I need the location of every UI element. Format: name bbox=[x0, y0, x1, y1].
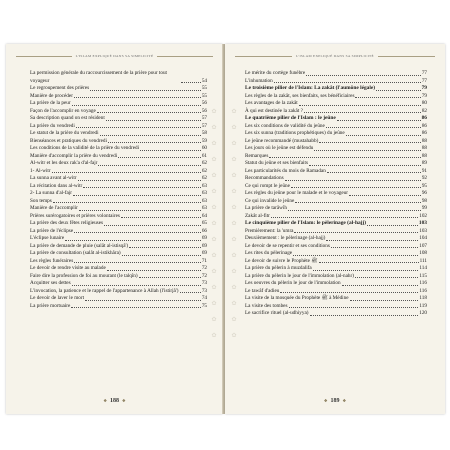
dot-leader bbox=[72, 285, 201, 286]
dot-leader bbox=[108, 142, 201, 143]
toc-entry-page: 60 bbox=[201, 145, 207, 151]
toc-entry bbox=[245, 78, 427, 86]
dot-leader bbox=[299, 105, 421, 106]
toc-entry-page: 72 bbox=[201, 265, 207, 271]
toc-entry bbox=[30, 70, 207, 85]
toc-entry-title: Les conditions de la validité de la prière du vendredi bbox=[30, 145, 140, 151]
toc-entry-title: Le jeûne recommandé (mustahabb) bbox=[245, 137, 319, 144]
toc-entry-title: Deuxièmement : le pèlerinage (al-hajj) bbox=[245, 235, 326, 241]
toc-entry-page: 116 bbox=[419, 287, 427, 294]
toc-entry-title: Le regroupement des prières bbox=[30, 85, 90, 91]
toc-entry-page: 62 bbox=[201, 175, 207, 181]
toc-entry-title: Manière de l'accomplir bbox=[30, 205, 78, 211]
toc-entry bbox=[245, 213, 427, 221]
dot-leader bbox=[313, 270, 419, 271]
toc-entry-title: Son temps bbox=[30, 197, 52, 204]
toc-entry-title: La prière de consultation (salât al-istikhâra) bbox=[30, 250, 121, 256]
toc-entry bbox=[245, 108, 427, 116]
toc-entry bbox=[245, 295, 427, 303]
toc-entry-title: Les oeuvres du pèlerin le jour de l'immolation bbox=[245, 280, 341, 286]
dot-leader bbox=[100, 135, 201, 136]
toc-entry-page: 63 bbox=[201, 182, 207, 189]
toc-entry-page: 77 bbox=[421, 77, 427, 84]
toc-entry bbox=[245, 168, 427, 176]
toc-entry bbox=[245, 123, 427, 131]
toc-entry bbox=[30, 258, 207, 266]
ornament-icon: ❖ bbox=[323, 398, 328, 403]
dot-leader bbox=[367, 225, 418, 226]
toc-entry-title: Le cinquième pilier de l'Islam: le pèlerinage (al-hajj) bbox=[245, 220, 367, 226]
dot-leader bbox=[180, 292, 201, 293]
toc-entry bbox=[30, 220, 207, 228]
watermark-ornament-icon: ✿ ✿ ✿ ✿ ✿ ✿ ✿ ✿ ✿ ✿ ✿ ✿ ✿ ✿ ✿ bbox=[231, 109, 237, 339]
toc-entry bbox=[30, 228, 207, 236]
running-head-left bbox=[16, 52, 213, 60]
toc-entry bbox=[30, 273, 207, 281]
toc-entry-title: Manière de procéder bbox=[30, 92, 73, 99]
dot-leader bbox=[314, 150, 421, 151]
toc-entry-page: 96 bbox=[421, 190, 427, 196]
toc-entry-page: 120 bbox=[419, 310, 427, 316]
toc-entry-page: 116 bbox=[419, 280, 427, 286]
toc-entry-title: Le devoir de laver le mort bbox=[30, 295, 85, 301]
dot-leader bbox=[294, 232, 418, 233]
dot-leader bbox=[310, 315, 419, 316]
dot-leader bbox=[104, 225, 201, 226]
toc-entry-page: 115 bbox=[419, 272, 427, 279]
toc-entry-title: Zakât al-fitr bbox=[245, 212, 270, 219]
toc-entry bbox=[245, 153, 427, 161]
running-head-right bbox=[235, 52, 435, 60]
toc-entry bbox=[245, 273, 427, 281]
toc-entry-page: 107 bbox=[419, 242, 427, 249]
dot-leader bbox=[129, 247, 201, 248]
dot-leader bbox=[121, 217, 201, 218]
dot-leader bbox=[295, 202, 421, 203]
toc-entry-page: 56 bbox=[201, 107, 207, 114]
dot-leader bbox=[355, 277, 418, 278]
dot-leader bbox=[106, 120, 201, 121]
toc-entry-title: Le mérite du cortège funèbre bbox=[245, 70, 306, 76]
toc-entry-title: Prières surérogatoires et prières volontaires bbox=[30, 212, 120, 219]
dot-leader bbox=[74, 232, 201, 233]
toc-entry-page: 57 bbox=[201, 115, 207, 121]
toc-entry-title: Les jours où le jeûne est défendu bbox=[245, 145, 314, 151]
dot-leader bbox=[309, 165, 421, 166]
toc-entry bbox=[245, 205, 427, 213]
toc-entry bbox=[30, 123, 207, 131]
toc-entry-title: La récitation dans al-witr bbox=[30, 182, 83, 189]
toc-entry bbox=[30, 213, 207, 221]
dot-leader bbox=[342, 285, 419, 286]
toc-entry-title: Le troisième pilier de l'Islam: La zakât (l'aumône légale) bbox=[245, 85, 376, 91]
toc-entry bbox=[30, 153, 207, 161]
dot-leader bbox=[73, 195, 201, 196]
toc-entry-page: 103 bbox=[418, 220, 427, 226]
toc-entry-page: 86 bbox=[421, 130, 427, 136]
toc-entry-title: 1- Al-witr bbox=[30, 167, 51, 174]
toc-entry-page: 103 bbox=[419, 227, 427, 234]
toc-entry-title: 2- La sunna d'al-fajr bbox=[30, 190, 72, 196]
toc-entry-title: Le devoir de rendre visite au malade bbox=[30, 265, 106, 271]
toc-entry bbox=[30, 100, 207, 108]
toc-entry-title: Les règles du jeûne pour le malade et le voyageur bbox=[245, 190, 348, 196]
dot-leader bbox=[274, 82, 421, 83]
toc-entry-title: Ce qui invalide le jeûne bbox=[245, 197, 295, 204]
toc-entry bbox=[245, 235, 427, 243]
toc-entry bbox=[245, 115, 427, 123]
toc-entry-title: Le quatrième pilier de l'Islam : le jeûne bbox=[245, 115, 336, 121]
toc-entry bbox=[30, 265, 207, 273]
toc-entry bbox=[245, 198, 427, 206]
dot-leader bbox=[346, 135, 421, 136]
toc-entry-page: 74 bbox=[201, 295, 207, 301]
toc-entry-page: 55 bbox=[201, 92, 207, 99]
toc-entry-title: La prière du vendredi bbox=[30, 122, 75, 129]
toc-entry-title: À qui est destinée la zakât ? bbox=[245, 107, 303, 114]
toc-entry-page: 88 bbox=[421, 137, 427, 144]
toc-entry bbox=[30, 183, 207, 191]
dot-leader bbox=[326, 240, 418, 241]
dot-leader bbox=[122, 255, 201, 256]
toc-entry-page: 80 bbox=[421, 100, 427, 106]
toc-entry-page: 55 bbox=[201, 85, 207, 91]
toc-entry-title: La prière mortuaire bbox=[30, 302, 71, 309]
toc-entry bbox=[245, 160, 427, 168]
toc-entry-page: 73 bbox=[201, 280, 207, 286]
toc-entry-title: Les avantages de la zakât bbox=[245, 100, 298, 106]
dot-leader bbox=[65, 240, 201, 241]
toc-list-right bbox=[245, 70, 427, 318]
toc-entry-page: 69 bbox=[201, 242, 207, 249]
toc-entry bbox=[245, 258, 427, 266]
running-head-text: L'ISLAM EXPLIQUÉ DANS SA SIMPLICITÉ bbox=[75, 54, 154, 58]
dot-leader bbox=[271, 217, 418, 218]
toc-entry-title: Le devoir de suivre le Prophète ﷺ bbox=[245, 257, 318, 264]
toc-entry-title: Manière d'accomplir la prière du vendredi bbox=[30, 152, 118, 159]
toc-entry-page: 62 bbox=[201, 167, 207, 174]
dot-leader bbox=[293, 255, 418, 256]
toc-entry-page: 56 bbox=[201, 100, 207, 106]
dot-leader bbox=[319, 262, 419, 263]
toc-entry-title: Premièrement: la 'umra bbox=[245, 227, 294, 234]
toc-entry bbox=[245, 70, 427, 78]
toc-entry-page: 57 bbox=[201, 122, 207, 129]
toc-entry-title: Ce qui rompt le jeûne bbox=[245, 182, 290, 189]
dot-leader bbox=[289, 307, 419, 308]
ornament-icon: ❖ bbox=[103, 398, 107, 403]
dot-leader bbox=[79, 210, 201, 211]
toc-entry-page: 79 bbox=[421, 85, 427, 91]
dot-leader bbox=[90, 90, 201, 91]
dot-leader bbox=[327, 172, 421, 173]
watermark-ornament-icon: ✿ ✿ ✿ ✿ ✿ ✿ ✿ ✿ ✿ ✿ ✿ ✿ ✿ ✿ ✿ bbox=[211, 109, 217, 339]
toc-entry-page: 69 bbox=[201, 250, 207, 256]
toc-entry bbox=[245, 243, 427, 251]
toc-entry-page: 75 bbox=[201, 302, 207, 309]
toc-entry-page: 77 bbox=[421, 70, 427, 76]
dot-leader bbox=[83, 187, 201, 188]
toc-entry-page: 99 bbox=[421, 205, 427, 211]
dot-leader bbox=[304, 112, 421, 113]
toc-list-left bbox=[30, 70, 207, 310]
toc-entry bbox=[30, 85, 207, 93]
toc-entry bbox=[30, 145, 207, 153]
toc-entry bbox=[30, 243, 207, 251]
toc-entry-title: La visite de la mosquée du Prophète ﷺ à Médine bbox=[245, 295, 349, 301]
toc-entry-title: La prière de tarâwîh bbox=[245, 205, 287, 211]
toc-entry-title: La prière du pèlerin à muzdalifa bbox=[245, 265, 312, 271]
toc-entry-page: 73 bbox=[201, 287, 207, 294]
toc-entry bbox=[30, 235, 207, 243]
dot-leader bbox=[355, 97, 420, 98]
toc-entry-title: La prière de demande de pluie (salât al-istisqâ') bbox=[30, 242, 129, 249]
toc-entry bbox=[30, 303, 207, 311]
dot-leader bbox=[285, 180, 421, 181]
toc-entry bbox=[245, 175, 427, 183]
dot-leader bbox=[78, 180, 201, 181]
toc-entry bbox=[245, 130, 427, 138]
toc-entry-title: Les six sunna (traditions prophétiques) du jeûne bbox=[245, 130, 345, 136]
toc-entry-page: 108 bbox=[419, 250, 427, 256]
toc-entry bbox=[245, 145, 427, 153]
toc-entry-title: Faire dire la profession de foi au mourant (le talqîn) bbox=[30, 272, 138, 279]
dot-leader bbox=[280, 292, 418, 293]
toc-entry bbox=[30, 190, 207, 198]
toc-entry-page: 89 bbox=[421, 160, 427, 166]
dot-leader bbox=[139, 277, 201, 278]
toc-entry-page: 114 bbox=[419, 265, 427, 271]
toc-entry-title: Le devoir de se repentir et ses conditions bbox=[245, 242, 330, 249]
toc-entry bbox=[30, 175, 207, 183]
dot-leader bbox=[349, 195, 421, 196]
toc-entry bbox=[30, 93, 207, 101]
toc-entry-title: Le tawâf d'adieu bbox=[245, 287, 280, 294]
dot-leader bbox=[72, 105, 201, 106]
dot-leader bbox=[326, 127, 421, 128]
toc-entry-page: 104 bbox=[419, 235, 427, 241]
dot-leader bbox=[97, 112, 201, 113]
dot-leader bbox=[331, 247, 418, 248]
toc-entry bbox=[245, 228, 427, 236]
toc-entry-page: 65 bbox=[201, 220, 207, 226]
toc-entry-page: 71 bbox=[201, 257, 207, 264]
toc-entry-title: Le sacrifice rituel (al-udhiyya) bbox=[245, 310, 309, 316]
toc-entry-page: 69 bbox=[201, 235, 207, 241]
dot-leader bbox=[53, 202, 201, 203]
toc-entry-page: 63 bbox=[201, 190, 207, 196]
toc-entry-page: 58 bbox=[201, 130, 207, 136]
head-rule bbox=[16, 56, 72, 57]
dot-leader bbox=[71, 307, 200, 308]
ornament-icon: ❖ bbox=[122, 398, 126, 403]
dot-leader bbox=[376, 90, 421, 91]
toc-entry bbox=[245, 310, 427, 318]
toc-entry-title: Les rites du pèlerinage bbox=[245, 250, 293, 256]
toc-entry-title: La prière de la peur bbox=[30, 100, 71, 106]
toc-entry bbox=[30, 250, 207, 258]
dot-leader bbox=[306, 75, 421, 76]
dot-leader bbox=[337, 120, 421, 121]
toc-entry-page: 88 bbox=[421, 152, 427, 159]
toc-entry bbox=[245, 85, 427, 93]
toc-entry-page: 86 bbox=[421, 115, 427, 121]
toc-entry bbox=[30, 280, 207, 288]
toc-entry-title: Les six conditions de validité du jeûne bbox=[245, 122, 325, 129]
toc-entry bbox=[245, 138, 427, 146]
toc-entry bbox=[245, 288, 427, 296]
page-number-right: ❖ 189 ❖ bbox=[323, 398, 347, 404]
toc-entry-title: La prière du pèlerin le jour de l'immolation (al-nahr) bbox=[245, 272, 354, 279]
toc-entry bbox=[30, 168, 207, 176]
dot-leader bbox=[140, 150, 201, 151]
toc-entry-page: 95 bbox=[421, 182, 427, 189]
dot-leader bbox=[74, 97, 201, 98]
toc-entry bbox=[30, 130, 207, 138]
toc-entry bbox=[30, 108, 207, 116]
toc-entry-page: 79 bbox=[421, 92, 427, 99]
toc-entry-page: 118 bbox=[419, 295, 427, 301]
toc-entry-title: La prière de l'éclipse bbox=[30, 227, 74, 234]
dot-leader bbox=[288, 210, 421, 211]
toc-entry-title: Recommandations bbox=[245, 175, 284, 181]
toc-entry-page: 63 bbox=[201, 197, 207, 204]
toc-entry bbox=[30, 205, 207, 213]
toc-entry bbox=[30, 288, 207, 296]
right-page bbox=[225, 44, 445, 414]
dot-leader bbox=[181, 82, 201, 83]
toc-entry-title: L'invocation, la patience et le rappel de l'appartenance à Allah (l'istirjâ') bbox=[30, 287, 179, 294]
dot-leader bbox=[74, 262, 201, 263]
toc-entry bbox=[245, 100, 427, 108]
toc-entry bbox=[245, 183, 427, 191]
toc-entry-title: L'éclipse lunaire bbox=[30, 235, 65, 241]
dot-leader bbox=[85, 300, 201, 301]
toc-entry-page: 62 bbox=[201, 160, 207, 166]
toc-entry-title: Les règles funéraires bbox=[30, 257, 74, 264]
toc-entry bbox=[245, 265, 427, 273]
toc-entry-title: Sa description quand on est résident bbox=[30, 115, 105, 121]
dot-leader bbox=[98, 165, 200, 166]
toc-entry bbox=[245, 303, 427, 311]
dot-leader bbox=[118, 157, 201, 158]
toc-entry-title: Remarques bbox=[245, 152, 269, 159]
ornament-icon: ❖ bbox=[342, 398, 347, 403]
toc-entry-title: L'inhumation bbox=[245, 77, 273, 84]
dot-leader bbox=[319, 142, 420, 143]
running-head-text: L'ISLAM EXPLIQUÉ DANS SA SIMPLICITÉ bbox=[296, 54, 374, 58]
page-number-left: ❖ 188 ❖ bbox=[103, 398, 126, 404]
toc-entry-page: 98 bbox=[421, 197, 427, 204]
toc-entry-page: 102 bbox=[419, 212, 427, 219]
toc-entry-title: Bienséances et pratiques du vendredi bbox=[30, 137, 107, 144]
toc-entry-page: 64 bbox=[201, 212, 207, 219]
toc-entry bbox=[30, 160, 207, 168]
toc-entry-page: 54 bbox=[201, 77, 207, 84]
toc-entry-title: Le statut de la prière du vendredi bbox=[30, 130, 99, 136]
toc-entry-title: La sunna avant al-witr bbox=[30, 175, 77, 181]
toc-entry bbox=[30, 138, 207, 146]
toc-entry-page: 63 bbox=[201, 205, 207, 211]
toc-entry-title: Façon de l'accomplir en voyage bbox=[30, 107, 96, 114]
dot-leader bbox=[76, 127, 201, 128]
dot-leader bbox=[350, 300, 419, 301]
toc-entry-title: Statut du jeûne et ses bienfaits bbox=[245, 160, 308, 166]
toc-entry-page: 119 bbox=[419, 302, 427, 309]
toc-entry-page: 61 bbox=[201, 152, 207, 159]
head-rule bbox=[378, 56, 435, 57]
toc-entry-title: La permission générale du raccourcissement de la prière pour tout voyageur bbox=[30, 70, 167, 84]
toc-entry-page: 88 bbox=[421, 145, 427, 151]
toc-entry-page: 86 bbox=[421, 122, 427, 129]
toc-entry-page: 91 bbox=[421, 167, 427, 174]
head-rule bbox=[157, 56, 213, 57]
toc-entry-title: Les règles de la zakât, ses bienfaits, ses bénéficiaires bbox=[245, 92, 355, 99]
toc-entry bbox=[245, 220, 427, 228]
dot-leader bbox=[52, 172, 201, 173]
toc-entry bbox=[30, 295, 207, 303]
toc-entry bbox=[245, 280, 427, 288]
toc-entry-title: Al-witr et les deux rak'a d'al-fajr bbox=[30, 160, 98, 166]
toc-entry-page: 72 bbox=[201, 272, 207, 279]
toc-entry-title: La visite des tombes bbox=[245, 302, 288, 309]
dot-leader bbox=[107, 270, 201, 271]
toc-entry bbox=[245, 93, 427, 101]
toc-entry bbox=[30, 115, 207, 123]
toc-entry-page: 92 bbox=[421, 175, 427, 181]
toc-entry-page: 82 bbox=[421, 107, 427, 114]
dot-leader bbox=[291, 187, 421, 188]
toc-entry-page: 59 bbox=[201, 137, 207, 144]
toc-entry-title: La prière des deux fêtes religieuses bbox=[30, 220, 104, 226]
toc-entry-title: Les particularités du mois de Ramadan bbox=[245, 167, 326, 174]
toc-entry-page: 111 bbox=[419, 257, 427, 264]
dot-leader bbox=[269, 157, 420, 158]
toc-entry bbox=[245, 190, 427, 198]
toc-entry bbox=[245, 250, 427, 258]
toc-entry-page: 66 bbox=[201, 227, 207, 234]
toc-entry-title: Acquitter ses dettes bbox=[30, 280, 71, 286]
left-page bbox=[6, 44, 223, 414]
toc-entry bbox=[30, 198, 207, 206]
head-rule bbox=[235, 56, 292, 57]
